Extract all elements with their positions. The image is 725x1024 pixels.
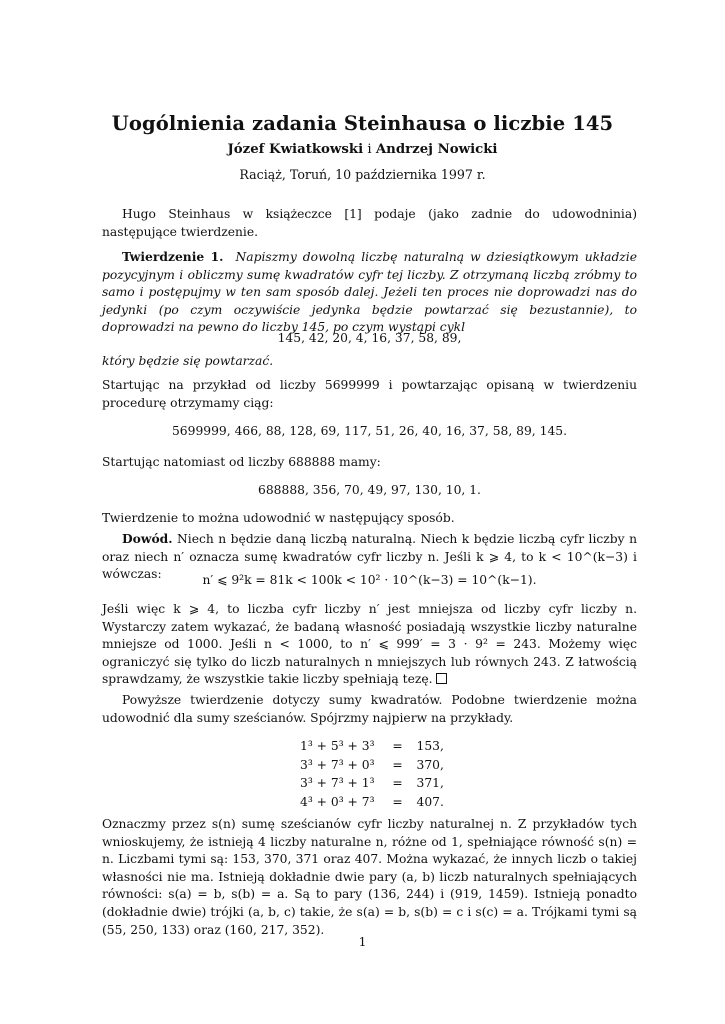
theorem-text: Napiszmy dowolną liczbę naturalną w dziesiątkowym układzie pozycyjnym i obliczmy sumę kwadratów cyfr tej liczby. Z otrzymaną liczbą zróbmy to samo i postępujmy w ten sam sposób dalej. Jeżeli ten proces nie doprowadzi nas do jedynki (po czym oczywiście jedynka będzie powtarzać się bezustannie), to doprowadzi na pewno do liczby 145, po czym wystąpi cykl <box>102 250 637 335</box>
page-number: 1 <box>358 935 367 949</box>
equals-sign: = <box>392 794 403 809</box>
author-name: Józef Kwiatkowski <box>227 142 364 157</box>
equation-lhs: 4³ + 0³ + 7³ <box>300 794 375 809</box>
cube-equation-row <box>300 756 444 775</box>
equation-lhs: 3³ + 7³ + 1³ <box>300 776 375 790</box>
equation-rhs: 371, <box>416 776 444 790</box>
qed-square-icon <box>436 673 447 684</box>
theorem-block <box>102 248 637 337</box>
equation-rhs: 370, <box>416 757 444 772</box>
author-line <box>0 142 725 157</box>
proof-inequality: n′ ⩽ 9²k = 81k < 100k < 10² · 10^(k−3) = 10^(k−1). <box>202 573 537 587</box>
example2-sequence: 688888, 356, 70, 49, 97, 130, 10, 1. <box>258 483 481 497</box>
proof-intro: Twierdzenie to można udowodnić w następujący sposób. <box>102 511 455 525</box>
cube-equation-row <box>300 737 444 756</box>
final-paragraph: Oznaczmy przez s(n) sumę sześcianów cyfr liczby naturalnej n. Z przykładów tych wnioskujemy, że istnieją 4 liczby naturalne n, różne od 1, spełniające równość s(n) = n. Liczbami tymi są: 153, 370, 371 oraz 407. Można wykazać, że innych liczb o takiej własności nie ma. Istnieją dokładnie dwie pary (a, b) liczb naturalnych spełniających równości: s(a) = b, s(b) = a. Są to pary (136, 244) i (919, 1459). Istnieją ponadto (dokładnie dwie) trójki (a, b, c) takie, że s(a) = b, s(b) = c i s(c) = a. Trójkami tymi są (55, 250, 133) oraz (160, 217, 352). <box>102 817 637 937</box>
equation-lhs: 1³ + 5³ + 3³ <box>300 739 375 753</box>
equation-lhs: 3³ + 7³ + 0³ <box>300 757 375 772</box>
theorem-after: który będzie się powtarzać. <box>102 354 274 368</box>
theorem-label: Twierdzenie 1. <box>122 249 224 264</box>
author-connector: i <box>363 142 376 157</box>
proof-continuation-text: Jeśli więc k ⩾ 4, to liczba cyfr liczby n′ jest mniejsza od liczby cyfr liczby n. Wystarczy zatem wykazać, że badaną własność posiadają wszystkie liczby naturalne mniejsze od 1000. Jeśli n < 1000, to n′ ⩽ 999′ = 3 · 9² = 243. Możemy więc ograniczyć się tylko do liczb naturalnych n mniejszych lub równych 243. Z łatwością sprawdzamy, że wszystkie takie liczby spełniają tezę. <box>102 602 637 687</box>
proof-label: Dowód. <box>122 531 173 546</box>
cube-equation-row <box>300 774 444 793</box>
equation-rhs: 407. <box>416 794 444 809</box>
equation-rhs: 153, <box>416 739 444 753</box>
proof-text: Niech n będzie daną liczbą naturalną. Niech k będzie liczbą cyfr liczby n oraz niech n′ oznacza sumę kwadratów cyfr liczby n. Jeśli k ⩾ 4, to k < 10^(k−3) i wówczas: <box>102 532 637 582</box>
cube-equation-row <box>300 793 444 812</box>
equals-sign: = <box>392 757 403 772</box>
example1-text: Startując na przykład od liczby 5699999 i powtarzając opisaną w twierdzeniu procedurę otrzymamy ciąg: <box>102 378 637 410</box>
equals-sign: = <box>392 776 403 790</box>
equals-sign: = <box>392 739 403 753</box>
intro-paragraph: Hugo Steinhaus w książeczce [1] podaje (jako zadnie do udowodninia) następujące twierdzenie. <box>102 207 637 239</box>
author-name: Andrzej Nowicki <box>375 142 498 157</box>
cubes-intro: Powyższe twierdzenie dotyczy sumy kwadratów. Podobne twierdzenie można udowodnić dla sumy sześcianów. Spójrzmy najpierw na przykłady. <box>102 693 637 725</box>
proof-continuation <box>102 601 637 689</box>
place-date: Raciąż, Toruń, 10 października 1997 r. <box>239 167 486 182</box>
example2-text: Startując natomiast od liczby 688888 mamy: <box>102 455 381 469</box>
example1-sequence: 5699999, 466, 88, 128, 69, 117, 51, 26, 40, 16, 37, 58, 89, 145. <box>171 424 567 438</box>
paper-title: Uogólnienia zadania Steinhausa o liczbie 145 <box>111 112 614 135</box>
cube-equations <box>300 737 444 811</box>
theorem-cycle: 145, 42, 20, 4, 16, 37, 58, 89, <box>277 331 462 345</box>
